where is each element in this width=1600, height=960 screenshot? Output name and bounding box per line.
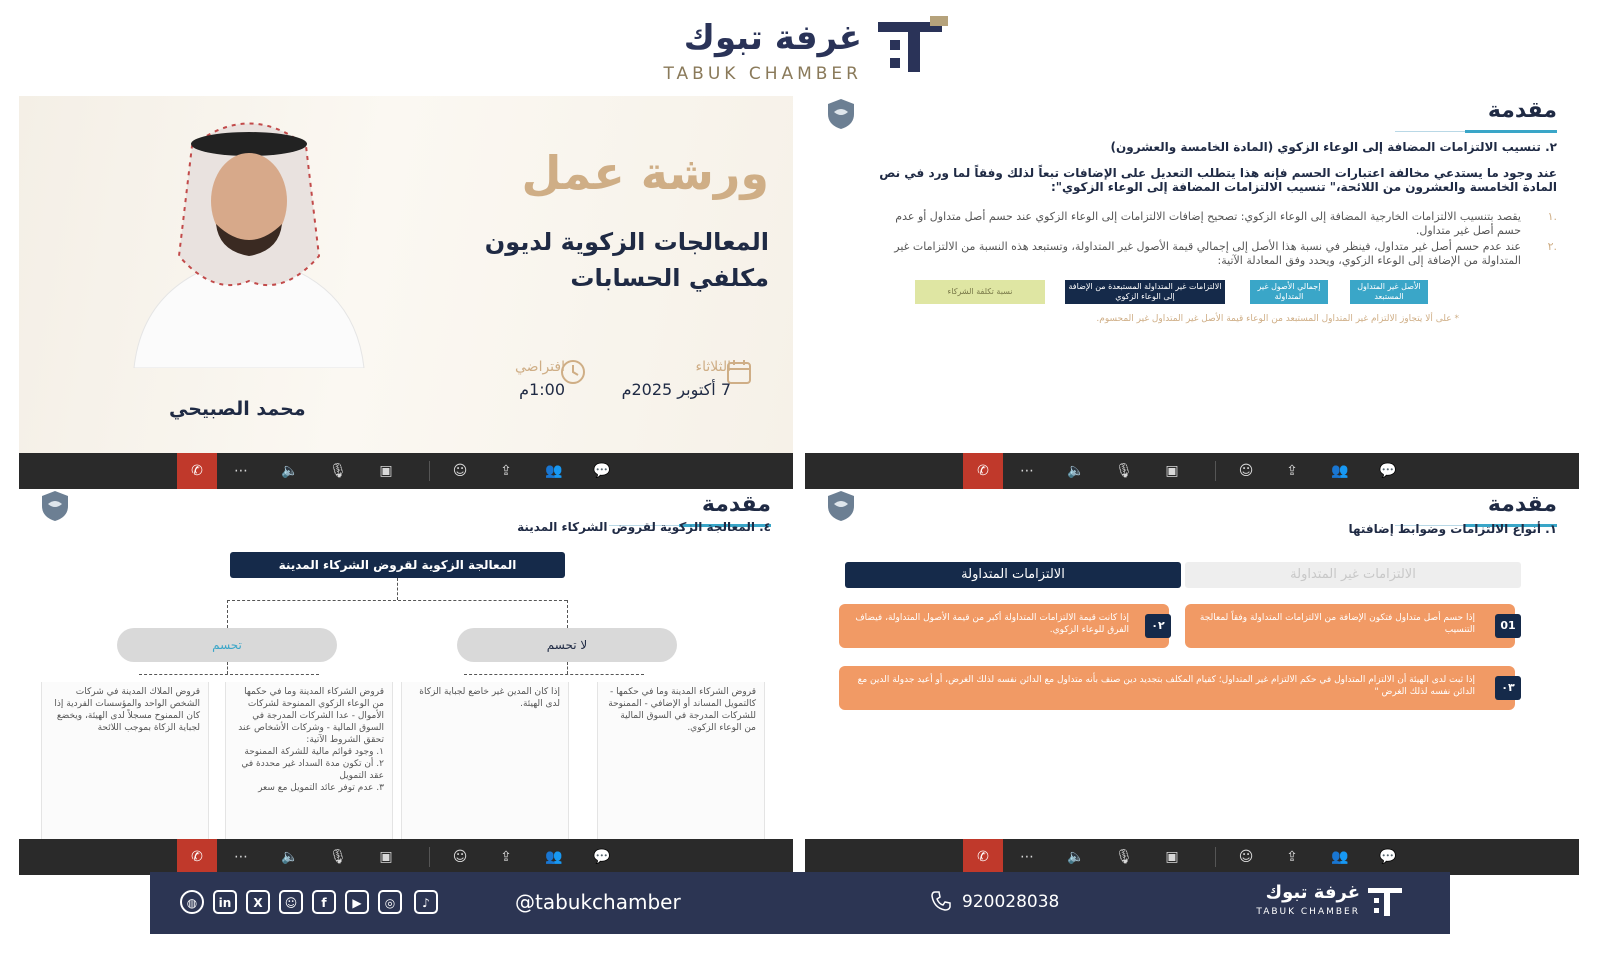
- shield-icon: [827, 98, 855, 130]
- call-controls: [19, 839, 793, 875]
- reactions-icon[interactable]: ☺: [1238, 849, 1254, 865]
- workshop-date: 7 أكتوبر 2025م: [621, 380, 731, 399]
- list-item: عند عدم حسم أصل غير متداول، فينظر في نسبة هذا الأصل إلى إجمالي قيمة الأصول غير المتداولة، وتستبعد هذه النسبة من الالتزامات غير المتداولة من الإضافة إلى الوعاء الزكوي، ويحدد وفق المعادلة الآتية:: [894, 240, 1521, 267]
- phone-number[interactable]: 920028038: [962, 892, 1060, 912]
- participants-icon[interactable]: 👥: [1331, 849, 1349, 865]
- connector: [567, 600, 568, 628]
- branch-not-deducted: لا تحسم: [457, 628, 677, 662]
- phone-icon: [930, 890, 952, 912]
- rule-text: إذا ثبت لدى الهيئة أن الالتزام المتداول في حكم الالتزام غير المتداول؛ كقيام المكلف بتجديد دين صنف بأنه متداول مع الدائن نفسه لذلك الغرض، أو أعيد جدولة الدين مع الدائن نفسه لذلك الغرض ": [857, 675, 1475, 697]
- call-controls: [19, 453, 793, 489]
- video-tile-slide-allocation: [805, 96, 1579, 458]
- workshop-day: الثلاثاء: [695, 359, 731, 375]
- speaker-icon[interactable]: 🔈: [1067, 849, 1085, 865]
- tab-current-liabilities: الالتزامات المتداولة: [845, 562, 1181, 588]
- list-item: يقصد بتنسيب الالتزامات الخارجية المضافة إلى الوعاء الزكوي: تصحيح إضافات الالتزامات إلى الوعاء الزكوي عند حسم أصل متداول أو عدم حسم أصل غير متداول.: [895, 210, 1521, 237]
- connector: [227, 600, 228, 628]
- connector: [397, 578, 398, 600]
- camera-off-icon[interactable]: ▣: [379, 849, 393, 865]
- video-tile-slide-partner-loans: [19, 490, 793, 840]
- slide-title: مقدمة: [701, 492, 771, 517]
- connector: [227, 662, 228, 674]
- workshop-subtitle-2: مكلفي الحسابات: [570, 264, 769, 292]
- instagram-icon[interactable]: ◎: [378, 890, 402, 914]
- rule-number: 01: [1495, 614, 1521, 638]
- equation-term: نسبة تكلفة الشركاء: [915, 280, 1045, 304]
- speaker-icon[interactable]: 🔈: [281, 463, 299, 479]
- chat-icon[interactable]: 💬: [593, 463, 611, 479]
- footer-logo-arabic: غرفة تبوك: [1265, 882, 1360, 903]
- more-icon[interactable]: ⋯: [1020, 849, 1034, 865]
- branch-detail: قروض الملاك المدينة في شركات الشخص الواحد والمؤسسات الفردية إذا كان الممنوح مسجلاً لدى الهيئة، ويخضع لجباية الزكاة بموجب اللائحة: [41, 682, 209, 840]
- participants-icon[interactable]: 👥: [545, 463, 563, 479]
- shield-icon: [41, 490, 69, 522]
- video-tile-workshop: [19, 96, 793, 458]
- participants-icon[interactable]: 👥: [545, 849, 563, 865]
- presenter-photo: [114, 106, 384, 368]
- footer-bar: [150, 872, 1450, 934]
- mic-muted-icon[interactable]: 🎙: [1115, 463, 1133, 479]
- branch-detail: قروض الشركاء المدينة وما في حكمها - كالتمويل المساند أو الإضافي - الممنوحة للشركات المدرجة في السوق المالية من الوعاء الزكوي.: [597, 682, 765, 840]
- mic-muted-icon[interactable]: 🎙: [329, 849, 347, 865]
- slide-title: مقدمة: [1487, 98, 1557, 123]
- workshop-subtitle-1: المعالجات الزكوية لديون: [484, 228, 769, 256]
- snapchat-icon[interactable]: ☺: [279, 890, 303, 914]
- social-handle[interactable]: @tabukchamber: [515, 890, 681, 914]
- toolbar-separator: [1215, 847, 1216, 867]
- participants-icon[interactable]: 👥: [1331, 463, 1349, 479]
- youtube-icon[interactable]: ▶: [345, 890, 369, 914]
- workshop-time: 1:00م: [519, 380, 565, 399]
- rule-number: ٠٣: [1495, 676, 1521, 700]
- facebook-icon[interactable]: f: [312, 890, 336, 914]
- call-controls: [805, 839, 1579, 875]
- camera-off-icon[interactable]: ▣: [1165, 849, 1179, 865]
- share-screen-icon[interactable]: ⇪: [500, 849, 512, 865]
- branch-detail: قروض الشركاء المدينة وما في حكمها من الوعاء الزكوي الممنوحة لشركات الأموال - عدا الشركات المدرجة في السوق المالية - وشركات الأشخاص عند تحقق الشروط الآتية: ١. وجود قوائم مالية للشركة الممنوحة ٢. أن تكون مدة السداد غير محددة في عقد التمويل ٣. عدم توفر عائد التمويل مع سعر: [225, 682, 393, 840]
- slide-heading: ٢. تنسيب الالتزامات المضافة إلى الوعاء الزكوي (المادة الخامسة والعشرون): [1110, 140, 1557, 154]
- connector: [227, 600, 567, 601]
- branch-detail: إذا كان المدين غير خاضع لجباية الزكاة لدى الهيئة.: [401, 682, 569, 840]
- equation-term: إجمالي الأصول غير المتداولة: [1250, 280, 1328, 304]
- logo-mark-icon: [870, 14, 950, 80]
- x-icon[interactable]: X: [246, 890, 270, 914]
- equation-note: * على ألا يتجاوز الالتزام غير المتداول المستبعد من الوعاء قيمة الأصل غير المتداول غير المحسوم.: [1096, 314, 1459, 324]
- rule-number: ٠٢: [1145, 614, 1171, 638]
- hangup-icon[interactable]: ✆: [191, 849, 203, 865]
- rule-text: إذا كانت قيمة الالتزامات المتداولة أكبر من قيمة الأصول المتداولة، فيضاف الفرق للوعاء الزكوي.: [855, 613, 1129, 635]
- call-controls: [805, 453, 1579, 489]
- more-icon[interactable]: ⋯: [234, 849, 248, 865]
- connector: [139, 674, 319, 675]
- footer-logo-mark-icon: [1366, 884, 1406, 920]
- speaker-icon[interactable]: 🔈: [1067, 463, 1085, 479]
- share-screen-icon[interactable]: ⇪: [1286, 849, 1298, 865]
- reactions-icon[interactable]: ☺: [452, 463, 468, 479]
- list-number: ١.: [1547, 210, 1557, 223]
- reactions-icon[interactable]: ☺: [1238, 463, 1254, 479]
- list-number: ٢.: [1547, 240, 1557, 253]
- rule-box: [1185, 604, 1515, 648]
- connector: [567, 662, 568, 674]
- title-underline-light: [1395, 131, 1465, 132]
- reactions-icon[interactable]: ☺: [452, 849, 468, 865]
- workshop-mode: افتراضي: [515, 359, 565, 375]
- video-tile-slide-liabilities: [805, 490, 1579, 840]
- hangup-icon[interactable]: ✆: [191, 463, 203, 479]
- slide-heading: ٤. المعالجة الزكوية لقروض الشركاء المدينة: [517, 520, 771, 534]
- chat-icon[interactable]: 💬: [593, 849, 611, 865]
- workshop-title: ورشة عمل: [521, 146, 769, 200]
- more-icon[interactable]: ⋯: [1020, 463, 1034, 479]
- logo-english-text: TABUK CHAMBER: [663, 64, 862, 84]
- share-screen-icon[interactable]: ⇪: [1286, 463, 1298, 479]
- hangup-icon[interactable]: ✆: [977, 463, 989, 479]
- camera-off-icon[interactable]: ▣: [1165, 463, 1179, 479]
- rule-box: [839, 666, 1515, 710]
- presenter-name: محمد الصبيحي: [169, 398, 306, 420]
- chat-icon[interactable]: 💬: [1379, 463, 1397, 479]
- rule-text: إذا حسم أصل متداول فتكون الإضافة من الالتزامات المتداولة وفقاً لمعالجة التنسيب: [1199, 613, 1475, 635]
- hangup-icon[interactable]: ✆: [977, 849, 989, 865]
- diagram-root: المعالجة الزكوية لقروض الشركاء المدينة: [230, 552, 565, 578]
- connector: [464, 674, 644, 675]
- slide-body: عند وجود ما يستدعي مخالفة اعتبارات الحسم فإنه هذا يتطلب التعديل على الإضافات تبعاً لذلك وفقاً لما ورد في نص المادة الخامسة والعشرون من اللائحة،" تنسيب الالتزامات المضافة إلى الوعاء الزكوي":: [879, 166, 1557, 194]
- tiktok-icon[interactable]: ♪: [414, 890, 438, 914]
- title-underline: [1465, 130, 1557, 133]
- mic-muted-icon[interactable]: 🎙: [1115, 849, 1133, 865]
- more-icon[interactable]: ⋯: [234, 463, 248, 479]
- tabuk-chamber-logo: [660, 12, 950, 84]
- linkedin-icon[interactable]: in: [213, 890, 237, 914]
- chat-icon[interactable]: 💬: [1379, 849, 1397, 865]
- share-screen-icon[interactable]: ⇪: [500, 463, 512, 479]
- equation-term: الأصل غير المتداول المستبعد: [1350, 280, 1428, 304]
- toolbar-separator: [1215, 461, 1216, 481]
- shield-icon: [827, 490, 855, 522]
- toolbar-separator: [429, 847, 430, 867]
- web-icon[interactable]: ◍: [180, 890, 204, 914]
- camera-off-icon[interactable]: ▣: [379, 463, 393, 479]
- mic-muted-icon[interactable]: 🎙: [329, 463, 347, 479]
- toolbar-separator: [429, 461, 430, 481]
- branch-deducted: تحسم: [117, 628, 337, 662]
- slide-title: مقدمة: [1487, 492, 1557, 517]
- logo-arabic-text: غرفة تبوك: [683, 18, 862, 58]
- equation-term: الالتزامات غير المتداولة المستبعدة من الإضافة إلى الوعاء الزكوي: [1065, 280, 1225, 304]
- rule-box: [839, 604, 1169, 648]
- speaker-icon[interactable]: 🔈: [281, 849, 299, 865]
- slide-heading: ١. أنواع الالتزامات وضوابط إضافتها: [1348, 522, 1557, 536]
- footer-logo-english: TABUK CHAMBER: [1256, 907, 1360, 917]
- tab-noncurrent-liabilities: الالتزامات غير المتداولة: [1185, 562, 1521, 588]
